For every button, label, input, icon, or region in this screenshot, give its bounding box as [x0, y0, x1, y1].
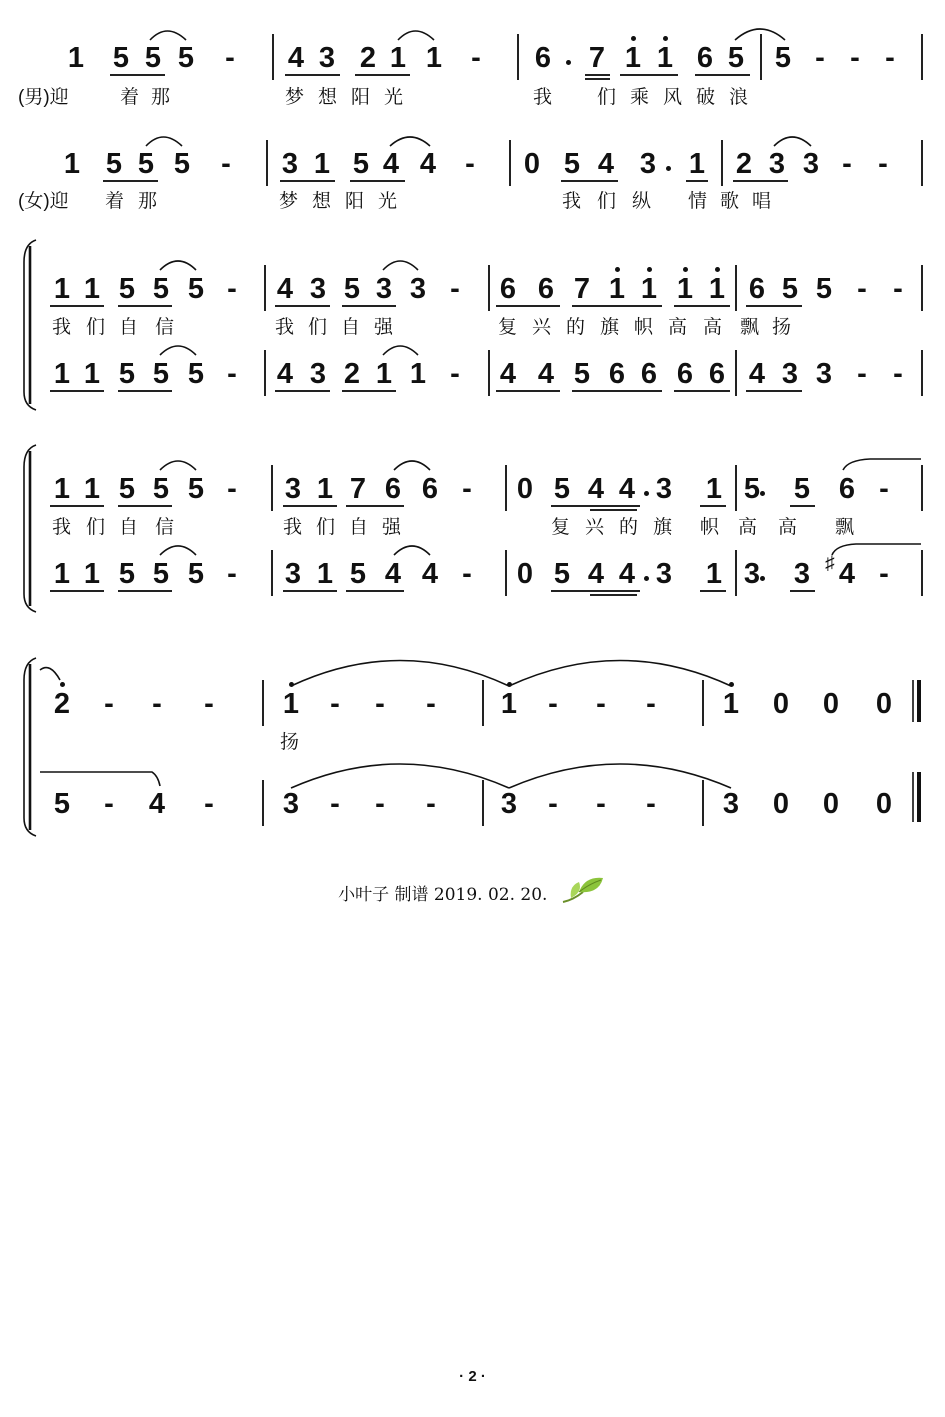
jianpu-note: 1 — [67, 42, 85, 74]
jianpu-note: 5 — [187, 558, 205, 590]
lyric-syllable: 我 — [52, 317, 72, 338]
jianpu-note: 3 — [781, 358, 799, 390]
dash-mark: - — [885, 42, 895, 74]
dash-mark: - — [893, 358, 903, 390]
lyric-syllable: 们 — [86, 317, 106, 338]
dash-mark: - — [330, 688, 340, 720]
dash-mark: - — [815, 42, 825, 74]
jianpu-note: 1 — [656, 42, 674, 74]
dash-mark: - — [548, 688, 558, 720]
jianpu-note: 3 — [284, 558, 302, 590]
lyric-syllable: 们 — [86, 517, 106, 538]
leaf-logo-icon — [559, 874, 607, 911]
lyric-syllable: 飘 — [835, 517, 855, 538]
jianpu-note: 5 — [343, 273, 361, 305]
jianpu-note: 1 — [608, 273, 626, 305]
lyric-syllable: 旗 — [600, 317, 620, 338]
lyric-syllable: 高 — [668, 317, 688, 338]
lyric-syllable: 想 — [318, 87, 338, 108]
jianpu-note: 2 — [359, 42, 377, 74]
jianpu-note: 1 — [425, 42, 443, 74]
jianpu-note: 1 — [316, 473, 334, 505]
jianpu-note: 5 — [118, 273, 136, 305]
lyric-syllable: 飘 — [740, 317, 760, 338]
jianpu-note: 1 — [705, 473, 723, 505]
jianpu-note: 3 — [743, 558, 761, 590]
jianpu-note: 7 — [349, 473, 367, 505]
lyric-syllable: 的 — [619, 517, 639, 538]
lyric-syllable: 光 — [384, 87, 404, 108]
dash-mark: - — [465, 148, 475, 180]
lyric-syllable: 信 — [155, 317, 175, 338]
jianpu-note: 5 — [53, 788, 71, 820]
jianpu-note: 4 — [421, 558, 439, 590]
jianpu-note: 3 — [722, 788, 740, 820]
jianpu-note: 5 — [118, 473, 136, 505]
dash-mark: - — [221, 148, 231, 180]
jianpu-note: 5 — [187, 473, 205, 505]
jianpu-note: 3 — [281, 148, 299, 180]
jianpu-note: 1 — [53, 273, 71, 305]
jianpu-note: 6 — [608, 358, 626, 390]
lyric-syllable: 着 — [120, 87, 140, 108]
jianpu-note: 4 — [384, 558, 402, 590]
jianpu-note: 4 — [587, 558, 605, 590]
jianpu-note: 3 — [284, 473, 302, 505]
jianpu-note: 3 — [309, 358, 327, 390]
jianpu-note: 5 — [187, 358, 205, 390]
lyric-syllable: 复 — [551, 517, 571, 538]
dash-mark: - — [596, 788, 606, 820]
footer-credit-row — [0, 874, 945, 911]
lyric-syllable: 复 — [498, 317, 518, 338]
jianpu-note: 5 — [173, 148, 191, 180]
lyric-syllable: 我 — [275, 317, 295, 338]
jianpu-note: 3 — [318, 42, 336, 74]
jianpu-note: 6 — [748, 273, 766, 305]
jianpu-note: 3 — [309, 273, 327, 305]
lyric-syllable: 我 — [52, 517, 72, 538]
dash-mark: - — [227, 558, 237, 590]
dash-mark: - — [227, 358, 237, 390]
lyric-syllable: 高 — [703, 317, 723, 338]
jianpu-note: 1 — [53, 473, 71, 505]
jianpu-note: 1 — [640, 273, 658, 305]
jianpu-note: 2 — [343, 358, 361, 390]
dash-mark: - — [152, 688, 162, 720]
lyric-syllable: 阳 — [345, 191, 365, 212]
lyric-syllable: 们 — [316, 517, 336, 538]
dash-mark: - — [857, 358, 867, 390]
jianpu-note: 5 — [743, 473, 761, 505]
jianpu-note: 4 — [276, 358, 294, 390]
dash-mark: - — [330, 788, 340, 820]
jianpu-note: 1 — [500, 688, 518, 720]
jianpu-note: 7 — [588, 42, 606, 74]
jianpu-note: 1 — [316, 558, 334, 590]
jianpu-note: 5 — [774, 42, 792, 74]
jianpu-note: 4 — [419, 148, 437, 180]
jianpu-note: 1 — [53, 358, 71, 390]
lyric-syllable: 光 — [378, 191, 398, 212]
jianpu-note: 4 — [499, 358, 517, 390]
jianpu-note: 1 — [676, 273, 694, 305]
lyric-syllable: 梦 — [285, 87, 305, 108]
lyric-syllable: 唱 — [752, 191, 772, 212]
jianpu-note: 0 — [822, 788, 840, 820]
dash-mark: - — [850, 42, 860, 74]
dash-mark: - — [426, 688, 436, 720]
lyric-syllable: 们 — [597, 87, 617, 108]
jianpu-note: 5 — [152, 473, 170, 505]
lyric-syllable: 情 — [688, 191, 708, 212]
dash-mark: - — [462, 558, 472, 590]
jianpu-note: 5 — [152, 558, 170, 590]
jianpu-note: 1 — [624, 42, 642, 74]
dash-mark: - — [104, 788, 114, 820]
jianpu-note: 1 — [708, 273, 726, 305]
jianpu-note: 0 — [822, 688, 840, 720]
jianpu-note: 5 — [144, 42, 162, 74]
jianpu-note: 6 — [537, 273, 555, 305]
jianpu-note: 4 — [838, 558, 856, 590]
lyric-syllable: 我 — [562, 191, 582, 212]
jianpu-note: 3 — [500, 788, 518, 820]
jianpu-note: 3 — [375, 273, 393, 305]
dash-mark: - — [225, 42, 235, 74]
jianpu-note: 5 — [553, 558, 571, 590]
jianpu-note: 3 — [802, 148, 820, 180]
jianpu-note: 6 — [676, 358, 694, 390]
jianpu-note: 0 — [516, 558, 534, 590]
lyric-syllable: 着 — [105, 191, 125, 212]
jianpu-note: 1 — [688, 148, 706, 180]
dash-mark: - — [471, 42, 481, 74]
dash-mark: - — [204, 688, 214, 720]
lyric-syllable: 兴 — [585, 517, 605, 538]
lyric-syllable: 那 — [151, 87, 171, 108]
jianpu-note: 1 — [282, 688, 300, 720]
jianpu-note: 1 — [63, 148, 81, 180]
jianpu-note: 4 — [276, 273, 294, 305]
sharp-sign: ♯ — [825, 553, 835, 574]
jianpu-note: 3 — [655, 558, 673, 590]
lyric-syllable: 那 — [138, 191, 158, 212]
jianpu-note: 4 — [618, 473, 636, 505]
dash-mark: - — [548, 788, 558, 820]
jianpu-note: 5 — [152, 273, 170, 305]
lyric-syllable: 浪 — [729, 87, 749, 108]
lyric-syllable: 想 — [312, 191, 332, 212]
jianpu-note: 6 — [384, 473, 402, 505]
jianpu-note: 3 — [793, 558, 811, 590]
dash-mark: - — [104, 688, 114, 720]
jianpu-note: 3 — [409, 273, 427, 305]
lyric-syllable: (女)迎 — [18, 191, 69, 212]
jianpu-note: 3 — [768, 148, 786, 180]
jianpu-note: 1 — [722, 688, 740, 720]
jianpu-note: 4 — [748, 358, 766, 390]
jianpu-note: 5 — [573, 358, 591, 390]
dash-mark: - — [879, 558, 889, 590]
lyric-syllable: 阳 — [351, 87, 371, 108]
jianpu-note: 5 — [105, 148, 123, 180]
jianpu-note: 5 — [727, 42, 745, 74]
jianpu-note: 1 — [53, 558, 71, 590]
jianpu-note: 1 — [375, 358, 393, 390]
jianpu-note: 5 — [118, 358, 136, 390]
jianpu-note: 3 — [815, 358, 833, 390]
lyric-syllable: 强 — [374, 317, 394, 338]
jianpu-note: 5 — [563, 148, 581, 180]
jianpu-note: 3 — [282, 788, 300, 820]
jianpu-note: 5 — [349, 558, 367, 590]
jianpu-note: 2 — [735, 148, 753, 180]
jianpu-note: 5 — [815, 273, 833, 305]
footer-credit: 小叶子 制谱 2019. 02. 20. — [338, 885, 548, 905]
jianpu-note: 0 — [523, 148, 541, 180]
jianpu-note: 1 — [409, 358, 427, 390]
jianpu-note: 1 — [705, 558, 723, 590]
jianpu-note: 5 — [152, 358, 170, 390]
lyric-syllable: 们 — [308, 317, 328, 338]
dash-mark: - — [596, 688, 606, 720]
jianpu-note: 0 — [875, 688, 893, 720]
jianpu-note: 5 — [112, 42, 130, 74]
jianpu-note: 4 — [382, 148, 400, 180]
jianpu-note: 6 — [534, 42, 552, 74]
jianpu-note: 7 — [573, 273, 591, 305]
jianpu-note: 0 — [875, 788, 893, 820]
jianpu-note: 5 — [793, 473, 811, 505]
lyric-syllable: 自 — [119, 517, 139, 538]
lyric-syllable: 扬 — [280, 732, 300, 753]
jianpu-note: 5 — [352, 148, 370, 180]
jianpu-note: 1 — [83, 473, 101, 505]
jianpu-note: 5 — [118, 558, 136, 590]
jianpu-note: 5 — [177, 42, 195, 74]
jianpu-note: 5 — [187, 273, 205, 305]
dash-mark: - — [375, 688, 385, 720]
jianpu-note: 5 — [137, 148, 155, 180]
jianpu-note: 6 — [838, 473, 856, 505]
jianpu-note: 4 — [148, 788, 166, 820]
jianpu-note: 4 — [287, 42, 305, 74]
dash-mark: - — [646, 688, 656, 720]
lyric-syllable: 扬 — [772, 317, 792, 338]
jianpu-note: 6 — [708, 358, 726, 390]
jianpu-note: 5 — [553, 473, 571, 505]
jianpu-note: 5 — [781, 273, 799, 305]
dash-mark: - — [842, 148, 852, 180]
jianpu-note: 0 — [516, 473, 534, 505]
jianpu-note: 1 — [389, 42, 407, 74]
lyric-syllable: 破 — [696, 87, 716, 108]
dash-mark: - — [375, 788, 385, 820]
jianpu-note: 4 — [597, 148, 615, 180]
lyric-syllable: 帜 — [700, 517, 720, 538]
dash-mark: - — [878, 148, 888, 180]
lyric-syllable: 高 — [738, 517, 758, 538]
lyric-syllable: (男)迎 — [18, 87, 69, 108]
dash-mark: - — [462, 473, 472, 505]
jianpu-note: 4 — [587, 473, 605, 505]
lyric-syllable: 强 — [382, 517, 402, 538]
dash-mark: - — [450, 358, 460, 390]
lyric-syllable: 兴 — [532, 317, 552, 338]
lyric-syllable: 乘 — [630, 87, 650, 108]
jianpu-note: 2 — [53, 688, 71, 720]
jianpu-note: 6 — [421, 473, 439, 505]
lyric-syllable: 自 — [119, 317, 139, 338]
lyric-syllable: 风 — [663, 87, 683, 108]
lyric-syllable: 我 — [283, 517, 303, 538]
lyric-syllable: 们 — [597, 191, 617, 212]
lyric-syllable: 帜 — [634, 317, 654, 338]
jianpu-note: 0 — [772, 688, 790, 720]
dash-mark: - — [227, 473, 237, 505]
jianpu-note: 3 — [639, 148, 657, 180]
lyric-syllable: 自 — [349, 517, 369, 538]
dash-mark: - — [646, 788, 656, 820]
jianpu-note: 1 — [83, 273, 101, 305]
jianpu-note: 3 — [655, 473, 673, 505]
jianpu-note: 0 — [772, 788, 790, 820]
jianpu-note: 1 — [83, 558, 101, 590]
dash-mark: - — [450, 273, 460, 305]
jianpu-note: 4 — [618, 558, 636, 590]
lyric-syllable: 自 — [341, 317, 361, 338]
jianpu-note: 4 — [537, 358, 555, 390]
lyric-syllable: 的 — [566, 317, 586, 338]
dash-mark: - — [893, 273, 903, 305]
dash-mark: - — [204, 788, 214, 820]
jianpu-note: 6 — [640, 358, 658, 390]
jianpu-note: 1 — [313, 148, 331, 180]
lyric-syllable: 纵 — [632, 191, 652, 212]
lyric-syllable: 我 — [533, 87, 553, 108]
lyric-syllable: 梦 — [279, 191, 299, 212]
lyric-syllable: 旗 — [653, 517, 673, 538]
lyric-syllable: 歌 — [720, 191, 740, 212]
dash-mark: - — [227, 273, 237, 305]
dash-mark: - — [879, 473, 889, 505]
jianpu-note: 6 — [499, 273, 517, 305]
dash-mark: - — [426, 788, 436, 820]
lyric-syllable: 信 — [155, 517, 175, 538]
page-number: · 2 · — [459, 1368, 486, 1385]
dash-mark: - — [857, 273, 867, 305]
lyric-syllable: 高 — [778, 517, 798, 538]
jianpu-note: 6 — [696, 42, 714, 74]
jianpu-note: 1 — [83, 358, 101, 390]
